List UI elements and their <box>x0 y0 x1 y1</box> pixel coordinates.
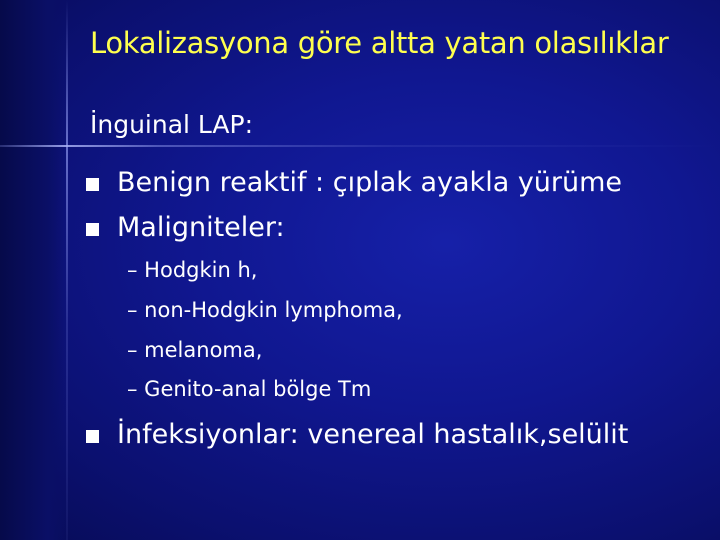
square-bullet-icon <box>86 178 99 191</box>
bullet-text: Benign reaktif : çıplak ayakla yürüme <box>117 167 623 198</box>
sub-bullet-item: – Genito-anal bölge Tm <box>127 377 372 401</box>
sub-bullet-item: – Hodgkin h, <box>127 258 258 282</box>
sub-bullet-item: – melanoma, <box>127 338 263 362</box>
horizontal-accent-line <box>0 145 720 147</box>
slide-subtitle: İnguinal LAP: <box>90 110 254 139</box>
square-bullet-icon <box>86 223 99 236</box>
sub-bullet-item: – non-Hodgkin lymphoma, <box>127 298 403 322</box>
slide-title: Lokalizasyona göre altta yatan olasılıklar <box>90 26 669 60</box>
square-bullet-icon <box>86 430 99 443</box>
vertical-accent-line <box>66 0 68 540</box>
bullet-text: Maligniteler: <box>117 212 285 243</box>
bullet-text: İnfeksiyonlar: venereal hastalık,selülit <box>117 419 629 450</box>
left-decorative-band <box>0 0 68 540</box>
